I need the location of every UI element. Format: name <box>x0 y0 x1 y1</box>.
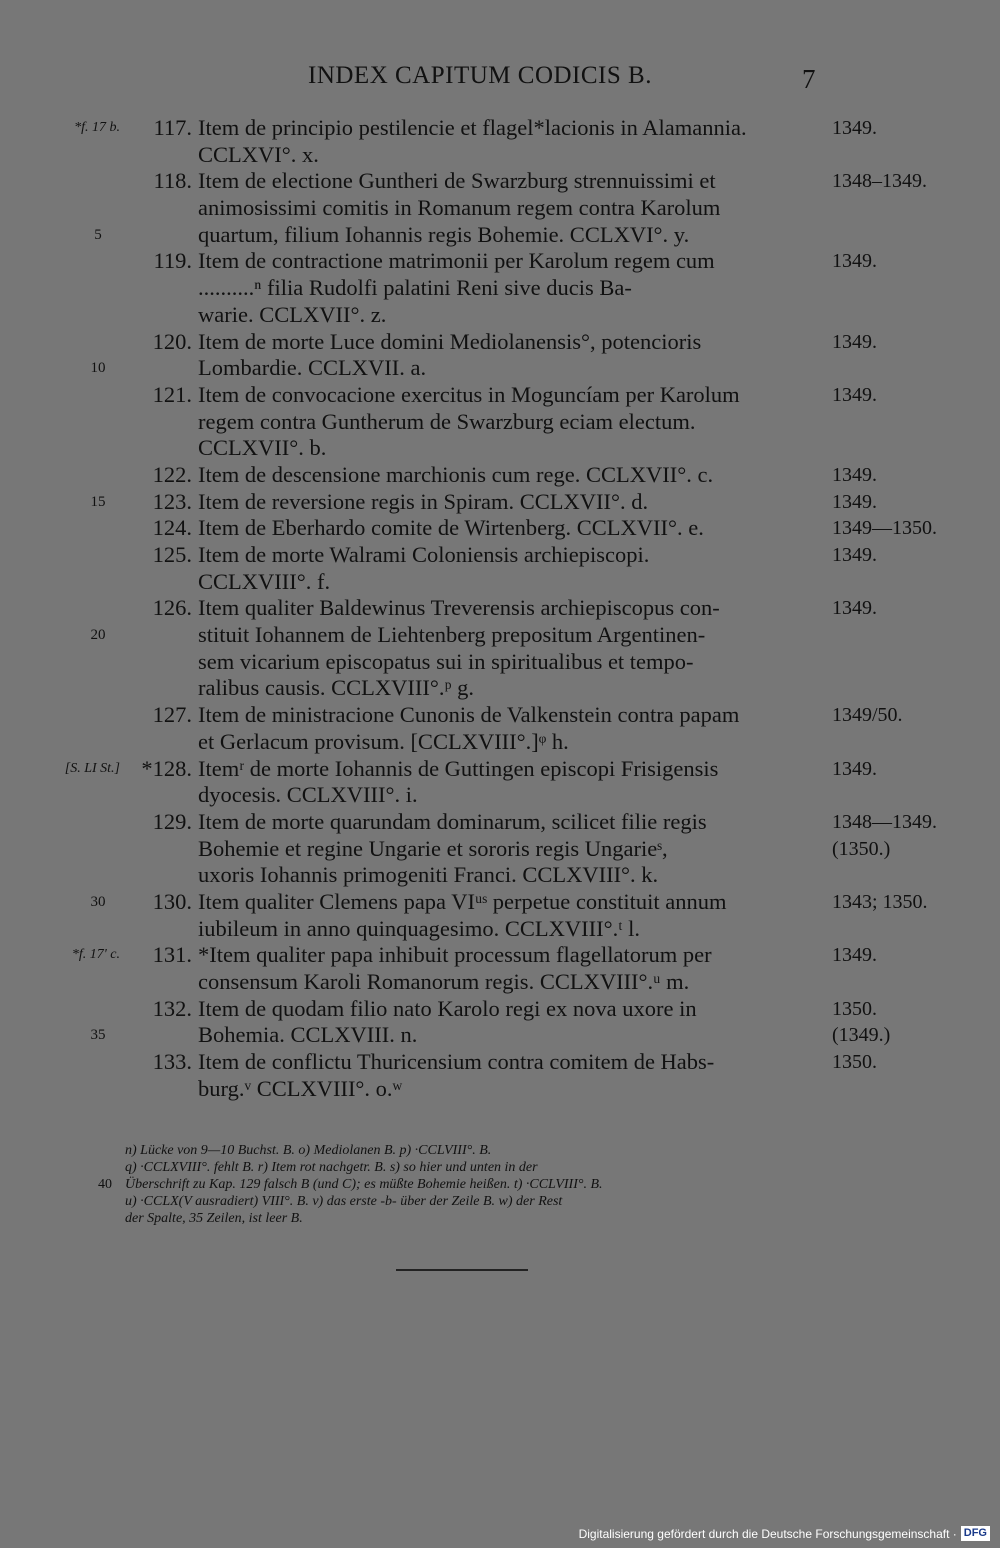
line-number: 10 <box>90 360 106 377</box>
entry-line <box>0 942 1000 969</box>
chapter-number: 118. <box>153 168 192 194</box>
entry-text: Item de descensione marchionis cum rege. CCLXVII°. c. <box>198 461 714 487</box>
chapter-year: 1349/50. <box>832 704 903 727</box>
entry-line <box>0 889 1000 916</box>
chapter-year-alt: (1350.) <box>832 837 891 860</box>
chapter-year: 1348–1349. <box>832 170 927 193</box>
line-number: 35 <box>90 1027 106 1044</box>
chapter-number: 129. <box>152 808 192 834</box>
entry-line <box>0 1022 1000 1049</box>
entry-text: consensum Karoli Romanorum regis. CCLXVIII°.ᵘ m. <box>198 969 690 994</box>
chapter-number: 117. <box>153 115 192 140</box>
entry-line <box>0 409 1000 436</box>
footer-text: Digitalisierung gefördert durch die Deutsche Forschungsgemeinschaft · <box>578 1526 957 1541</box>
entry-line <box>0 702 1000 729</box>
entry-text: Item de contractione matrimonii per Karolum regem cum <box>198 248 715 274</box>
entry-text: Item de ministracione Cunonis de Valkenstein contra papam <box>198 702 740 728</box>
entry-text: CCLXVII°. b. <box>198 435 327 461</box>
entry-line <box>0 462 1000 489</box>
entry-line <box>0 115 1000 142</box>
entry-text: Item qualiter Baldewinus Treverensis archiepiscopus con- <box>198 595 720 621</box>
chapter-year: 1349. <box>832 944 877 967</box>
entry-text: warie. CCLXVII°. z. <box>198 301 387 327</box>
entry-line <box>0 569 1000 596</box>
entry-line <box>0 435 1000 462</box>
entry-line <box>0 489 1000 516</box>
chapter-number: 133. <box>152 1049 192 1075</box>
entry-line <box>0 809 1000 836</box>
entry-text: Item de reversione regis in Spiram. CCLXVII°. d. <box>198 488 649 514</box>
entry-text: CCLXVI°. x. <box>198 141 319 167</box>
entry-line <box>0 1076 1000 1103</box>
folio-margin-note: [S. LI St.] <box>64 760 120 776</box>
entry-line <box>0 756 1000 783</box>
index-entry <box>0 996 1000 1049</box>
entry-line <box>0 649 1000 676</box>
line-number: 5 <box>94 226 102 243</box>
chapter-number: 122. <box>152 461 192 487</box>
chapter-number: 132. <box>152 995 192 1021</box>
index-entry <box>0 1049 1000 1102</box>
chapter-number: 123. <box>152 488 192 514</box>
entry-text: Itemʳ de morte Iohannis de Guttingen episcopi Frisigensis <box>198 755 719 781</box>
entry-line <box>0 782 1000 809</box>
chapter-year-alt: (1349.) <box>832 1024 891 1047</box>
entry-text: Item de quodam filio nato Karolo regi ex nova uxore in <box>198 995 697 1021</box>
entry-line <box>0 969 1000 996</box>
line-number: 30 <box>90 893 106 910</box>
entry-text: Item de morte quarundam dominarum, scilicet filie regis <box>198 808 707 834</box>
entry-line <box>0 382 1000 409</box>
index-entry <box>0 462 1000 489</box>
chapter-number: 126. <box>152 595 192 621</box>
entry-text: Item de Eberhardo comite de Wirtenberg. CCLXVII°. e. <box>198 515 704 541</box>
entry-line <box>0 142 1000 169</box>
index-entry <box>0 542 1000 595</box>
entry-text: animosissimi comitis in Romanum regem contra Karolum <box>198 195 721 221</box>
entry-line <box>0 996 1000 1023</box>
folio-margin-note: *f. 17 b. <box>74 120 120 135</box>
entry-text: Lombardie. CCLXVII. a. <box>198 355 427 381</box>
chapter-number: *128. <box>141 755 192 781</box>
entry-text: dyocesis. CCLXVIII°. i. <box>198 782 418 808</box>
index-entry <box>0 115 1000 168</box>
entry-line <box>0 248 1000 275</box>
chapter-year: 1349. <box>832 597 877 620</box>
page-header <box>0 62 1000 102</box>
chapter-year: 1349. <box>832 757 877 780</box>
folio-margin-note: *f. 17' c. <box>71 947 120 963</box>
footnote-text: Überschrift zu Kap. 129 falsch B (und C); es müßte Bohemie heißen. t) ·CCLVIII°. B. <box>125 1177 603 1192</box>
entry-line <box>0 729 1000 756</box>
chapter-number: 130. <box>152 888 192 914</box>
entry-text: Bohemie et regine Ungarie et sororis regis Ungarieˢ, <box>198 835 668 861</box>
chapter-year: 1349. <box>832 383 877 406</box>
chapter-year: 1350. <box>832 997 877 1020</box>
chapter-year: 1343; 1350. <box>832 890 928 913</box>
entry-line <box>0 168 1000 195</box>
index-entry <box>0 942 1000 995</box>
entry-text: Item de conflictu Thuricensium contra comitem de Habs- <box>198 1049 715 1075</box>
line-number: 15 <box>90 493 106 510</box>
chapter-index-list <box>0 115 1000 1102</box>
dfg-logo: DFG <box>961 1526 990 1541</box>
entry-line <box>0 675 1000 702</box>
index-entry <box>0 756 1000 809</box>
entry-text: Item de convocacione exercitus in Moguncíam per Karolum <box>198 381 740 407</box>
chapter-year: 1350. <box>832 1051 877 1074</box>
index-entry <box>0 489 1000 516</box>
chapter-number: 121. <box>152 381 192 407</box>
index-entry <box>0 248 1000 328</box>
entry-line <box>0 515 1000 542</box>
entry-text: regem contra Guntherum de Swarzburg eciam electum. <box>198 408 696 434</box>
chapter-year: 1349. <box>832 544 877 566</box>
running-title: INDEX CAPITUM CODICIS B. <box>308 62 652 89</box>
chapter-year: 1349. <box>832 117 877 139</box>
entry-text: stituit Iohannem de Liehtenberg prepositum Argentinen- <box>198 622 706 648</box>
chapter-number: 120. <box>152 328 192 354</box>
entry-line <box>0 195 1000 222</box>
index-entry <box>0 168 1000 248</box>
footnote-text: n) Lücke von 9—10 Buchst. B. o) Mediolanen B. p) ·CCLVIII°. B. <box>125 1143 492 1158</box>
entry-text: Item de electione Guntheri de Swarzburg strennuissimi et <box>198 168 716 194</box>
entry-text: *Item qualiter papa inhibuit processum flagellatorum per <box>198 942 712 968</box>
index-entry <box>0 702 1000 755</box>
entry-line <box>0 595 1000 622</box>
chapter-number: 131. <box>152 942 192 968</box>
entry-line <box>0 862 1000 889</box>
entry-line <box>0 355 1000 382</box>
index-entry <box>0 515 1000 542</box>
entry-text: Item de morte Luce domini Mediolanensis°, potencioris <box>198 328 702 354</box>
end-rule <box>396 1269 528 1271</box>
chapter-number: 124. <box>152 515 192 541</box>
chapter-number: 119. <box>153 248 192 274</box>
footnote-line <box>0 1176 1000 1193</box>
entry-line <box>0 1049 1000 1076</box>
chapter-year: 1349. <box>832 463 877 486</box>
footnote-line <box>0 1193 1000 1210</box>
chapter-year: 1349. <box>832 330 877 353</box>
entry-text: Item qualiter Clemens papa VIᵘˢ perpetue constituit annum <box>198 888 727 914</box>
page-number: 7 <box>802 64 816 94</box>
index-entry <box>0 382 1000 462</box>
entry-text: et Gerlacum provisum. [CCLXVIII°.]ᵠ h. <box>198 728 569 754</box>
entry-line <box>0 329 1000 356</box>
entry-text: uxoris Iohannis primogeniti Franci. CCLXVIII°. k. <box>198 862 659 888</box>
entry-line <box>0 542 1000 569</box>
entry-line <box>0 302 1000 329</box>
line-number: 40 <box>98 1177 112 1192</box>
chapter-number: 125. <box>152 542 192 567</box>
chapter-year: 1349. <box>832 490 877 513</box>
entry-text: Bohemia. CCLXVIII. n. <box>198 1022 418 1048</box>
chapter-number: 127. <box>152 702 192 728</box>
entry-text: burg.ᵛ CCLXVIII°. o.ʷ <box>198 1075 403 1101</box>
funding-footer <box>579 1526 990 1541</box>
entry-text: quartum, filium Iohannis regis Bohemie. CCLXVI°. y. <box>198 221 690 247</box>
chapter-year: 1349—1350. <box>832 517 937 540</box>
entry-line <box>0 622 1000 649</box>
footnote-line <box>0 1142 1000 1159</box>
entry-text: ..........ⁿ filia Rudolfi palatini Reni sive ducis Ba- <box>198 275 632 301</box>
chapter-year: 1348—1349. <box>832 810 937 833</box>
footnote-text: der Spalte, 35 Zeilen, ist leer B. <box>125 1211 303 1226</box>
entry-text: CCLXVIII°. f. <box>198 568 331 594</box>
footnote-text: u) ·CCLX(V ausradiert) VIII°. B. v) das erste -b- über der Zeile B. w) der Rest <box>125 1194 563 1209</box>
entry-line <box>0 222 1000 249</box>
index-entry <box>0 595 1000 702</box>
entry-text: Item de morte Walrami Coloniensis archiepiscopi. <box>198 542 650 567</box>
entry-line <box>0 836 1000 863</box>
index-entry <box>0 889 1000 942</box>
line-number: 20 <box>90 627 106 644</box>
index-entry <box>0 809 1000 889</box>
entry-text: ralibus causis. CCLXVIII°.ᵖ g. <box>198 675 474 701</box>
footnote-line <box>0 1159 1000 1176</box>
chapter-year: 1349. <box>832 250 877 273</box>
footnote-line <box>0 1210 1000 1227</box>
entry-text: iubileum in anno quinquagesimo. CCLXVIII°.ᵗ l. <box>198 915 641 941</box>
footnotes <box>0 1142 1000 1227</box>
index-entry <box>0 329 1000 382</box>
entry-line <box>0 916 1000 943</box>
entry-text: sem vicarium episcopatus sui in spiritualibus et tempo- <box>198 648 694 674</box>
entry-text: Item de principio pestilencie et flagel*lacionis in Alamannia. <box>198 115 747 140</box>
footnote-text: q) ·CCLXVIII°. fehlt B. r) Item rot nachgetr. B. s) so hier und unten in der <box>125 1160 538 1175</box>
entry-line <box>0 275 1000 302</box>
